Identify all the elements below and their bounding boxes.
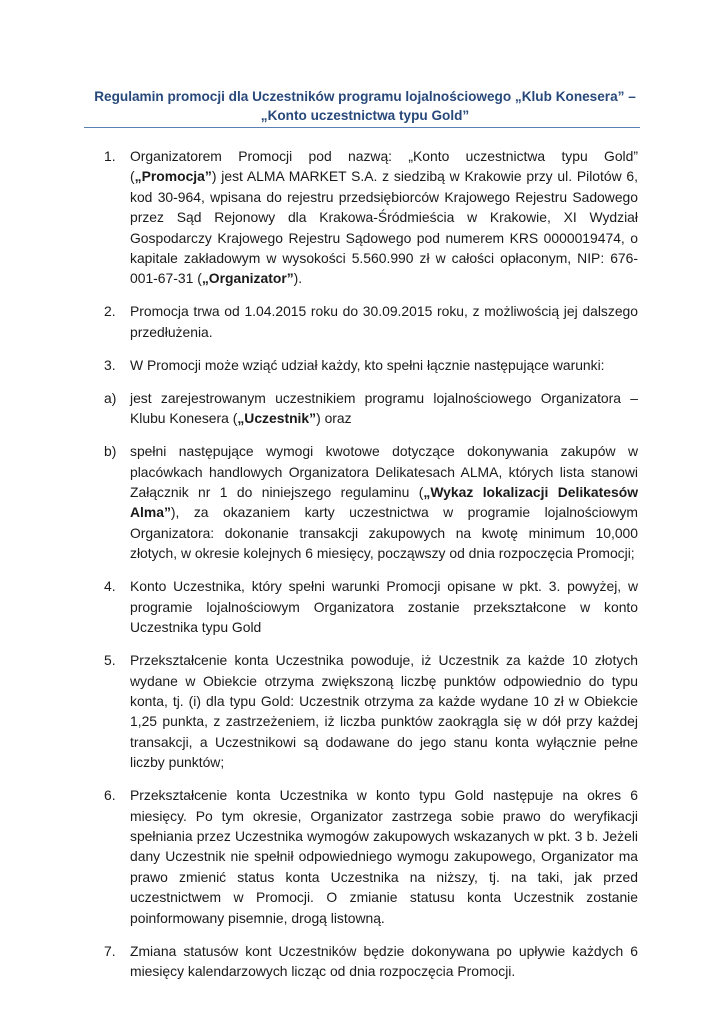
defined-term: „Promocja” — [134, 168, 212, 185]
clause-text: W Promocji może wziąć udział każdy, kto spełni łącznie następujące warunki: — [130, 356, 605, 373]
title-underline — [84, 127, 640, 128]
clause-text: Promocja trwa od 1.04.2015 roku do 30.09.2015 roku, z możliwością jej dalszego przedłużenia. — [130, 303, 638, 340]
clause-text: Organizatorem Promocji pod nazwą: „Konto uczestnictwa typu Gold” ( — [130, 148, 638, 185]
clause-text: Konto Uczestnika, który spełni warunki Promocji opisane w pkt. 3. powyżej, w programie lojalnościowym Organizatora zostanie przekształcone w konto Uczestnika typu Gold — [130, 578, 638, 636]
clause-7 — [104, 941, 638, 982]
clause-text: Przekształcenie konta Uczestnika w konto typu Gold następuje na okres 6 miesięcy. Po tym okresie, Organizator zastrzega sobie prawo do weryfikacji spełniania przez Uczestnika wymogów zakupowych wskazanych w pkt. 3 b. Jeżeli dany Uczestnik nie spełnił odpowiedniego wymogu zakupowego, Organizator ma prawo zmienić status konta Uczestnika na niższy, tj. na taki, jak przed uczestnictwem w Promocji. O zmianie statusu konta Uczestnik zostanie poinformowany pisemnie, drogą listowną. — [130, 787, 638, 926]
clause-text: ). — [293, 270, 303, 287]
title-line-2: „Konto uczestnictwa typu Gold” — [260, 108, 470, 123]
clause-text: ), za okazaniem karty uczestnictwa w programie lojalnościowym Organizatora: dokonanie transakcji zakupowych na kwotę minimum 10,000 złotych, w okresie kolejnych 6 miesięcy, począwszy od dnia rozpoczęcia Promocji; — [130, 504, 638, 562]
clause-marker: 7. — [104, 942, 116, 959]
clause-6 — [104, 785, 638, 928]
clause-3a — [104, 388, 638, 429]
clause-3b — [104, 441, 638, 563]
defined-term: „Wykaz lokalizacji Delikatesów Alma” — [130, 484, 638, 521]
clause-text: ) jest ALMA MARKET S.A. z siedzibą w Krakowie przy ul. Pilotów 6, kod 30-964, wpisana do rejestru przedsiębiorców Krajowego Rejestru Sadowego przez Sąd Rejonowy dla Krakowa-Śródmieścia w Krakowie, XI Wydział Gospodarczy Krajowego Rejestru Sądowego pod numerem KRS 0000019474, o kapitale zakładowym w wysokości 5.560.990 zł w całości opłaconym, NIP: 676-001-67-31 ( — [130, 168, 638, 287]
clause-text: spełni następujące wymogi kwotowe dotyczące dokonywania zakupów w placówkach handlowych Organizatora Delikatesach ALMA, których lista stanowi Załącznik nr 1 do niniejszego regulaminu ( — [130, 443, 638, 501]
clause-marker: 6. — [104, 787, 116, 804]
clause-marker: a) — [104, 389, 117, 406]
clause-5 — [104, 650, 638, 772]
clause-text: Przekształcenie konta Uczestnika powoduje, iż Uczestnik za każde 10 złotych wydane w Obiekcie otrzyma zwiększoną liczbę punktów odpowiednio do typu konta, tj. (i) dla typu Gold: Uczestnik otrzyma za każde wydane 10 zł w Obiekcie 1,25 punkta, z zastrzeżeniem, iż liczba punktów zaokrągla się w dół przy każdej transakcji, a Uczestnikowi są dodawane do jego stanu konta wyłącznie pełne liczby punktów; — [130, 652, 638, 771]
title-line-1: Regulamin promocji dla Uczestników programu lojalnościowego „Klub Konesera” – — [94, 89, 636, 104]
clause-marker: 4. — [104, 578, 116, 595]
clause-text: Zmiana statusów kont Uczestników będzie dokonywana po upływie każdych 6 miesięcy kalendarzowych licząc od dnia rozpoczęcia Promocji. — [130, 942, 638, 979]
clause-marker: 2. — [104, 303, 116, 320]
clause-1 — [104, 146, 638, 289]
clause-marker: b) — [104, 443, 117, 460]
defined-term: „Organizator” — [201, 270, 294, 287]
terms-list — [104, 146, 638, 994]
clause-2 — [104, 301, 638, 342]
clause-4 — [104, 576, 638, 637]
clause-3 — [104, 355, 638, 375]
defined-term: „Uczestnik” — [237, 410, 317, 427]
clause-text: jest zarejestrowanym uczestnikiem programu lojalnościowego Organizatora – Klubu Konesera ( — [130, 389, 638, 427]
clause-marker: 5. — [104, 652, 116, 669]
clause-marker: 1. — [104, 148, 116, 164]
document-title — [90, 87, 640, 125]
clause-marker: 3. — [104, 356, 116, 373]
clause-text: ) oraz — [316, 410, 352, 427]
